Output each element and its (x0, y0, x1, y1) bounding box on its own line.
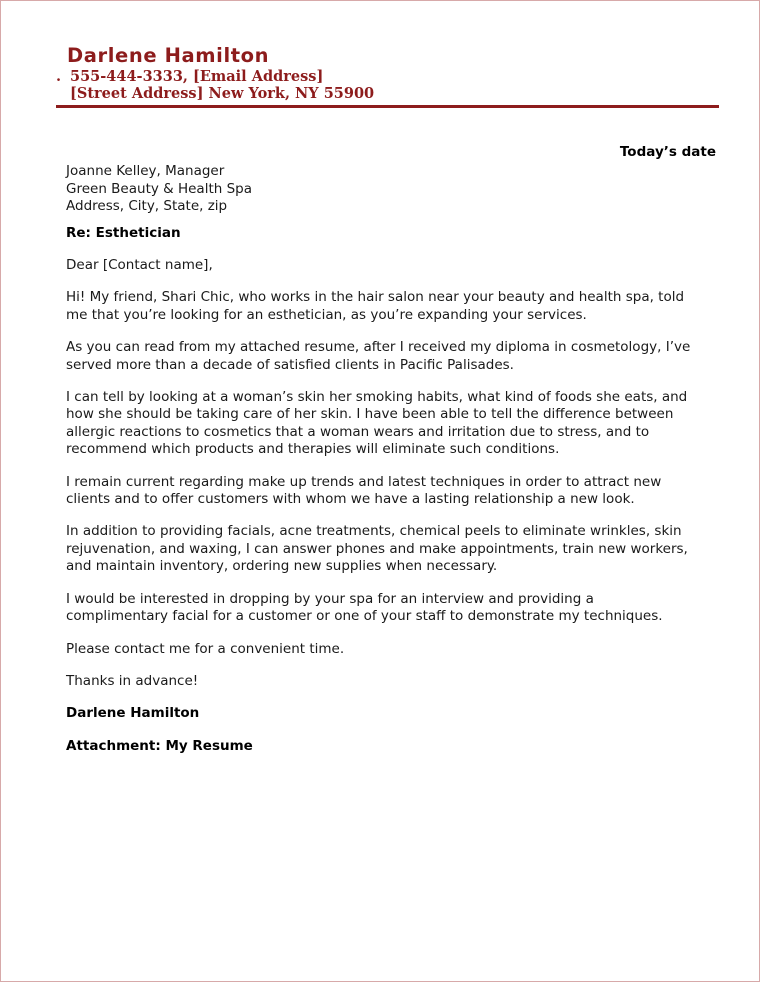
sender-phone-email: 555-444-3333, [Email Address] (70, 68, 324, 85)
letter-sheet (1, 1, 759, 981)
letter-date: Today’s date (619, 144, 716, 160)
sender-contact-block (56, 68, 720, 102)
sender-street-address: [Street Address] New York, NY 55900 (70, 85, 375, 102)
subject-line: Re: Esthetician (66, 224, 181, 241)
sender-name-heading: Darlene Hamilton (67, 44, 270, 67)
body-paragraph: I remain current regarding make up trends and latest techniques in order to attract new clients and to offer customers with whom we have a lasting relationship a new look. (66, 473, 662, 508)
body-paragraph: In addition to providing facials, acne treatments, chemical peels to eliminate wrinkles, skin rejuvenation, and waxing, I can answer phones and make appointments, train new workers, and maintain inventory, ordering new supplies when necessary. (66, 523, 688, 575)
body-paragraph: Thanks in advance! (66, 672, 199, 689)
sender-contact-line-1 (56, 68, 720, 85)
recipient-address: Address, City, State, zip (66, 198, 228, 214)
bullet-dot-icon: . (56, 68, 62, 85)
body-paragraph: I can tell by looking at a woman’s skin her smoking habits, what kind of foods she eats, and how she should be taking care of her skin. I have been able to tell the difference between allergic reactions to cosmetics that a woman wears and irritation due to stress, and to recommend which products and therapies will eliminate such conditions. (66, 389, 688, 458)
recipient-company: Green Beauty & Health Spa (66, 180, 252, 197)
recipient-name-title: Joanne Kelley, Manager (66, 163, 225, 179)
body-paragraph: Hi! My friend, Shari Chic, who works in the hair salon near your beauty and health spa, told me that you’re looking for an esthetician, as you’re expanding your services. (66, 289, 685, 323)
body-paragraph: I would be interested in dropping by your spa for an interview and providing a complimentary facial for a customer or one of your staff to demonstrate my techniques. (66, 590, 663, 625)
letterhead (56, 45, 720, 102)
signature-name: Darlene Hamilton (66, 705, 200, 722)
letterhead-divider-rule (56, 105, 719, 108)
recipient-address-block (66, 163, 714, 216)
body-paragraph: As you can read from my attached resume, after I received my diploma in cosmetology, I’ve served more than a decade of satisfied clients in Pacific Palisades. (66, 339, 691, 373)
attachment-note: Attachment: My Resume (66, 737, 253, 754)
salutation: Dear [Contact name], (66, 257, 213, 273)
body-paragraph: Please contact me for a convenient time. (66, 640, 345, 657)
letter-body (66, 163, 714, 755)
